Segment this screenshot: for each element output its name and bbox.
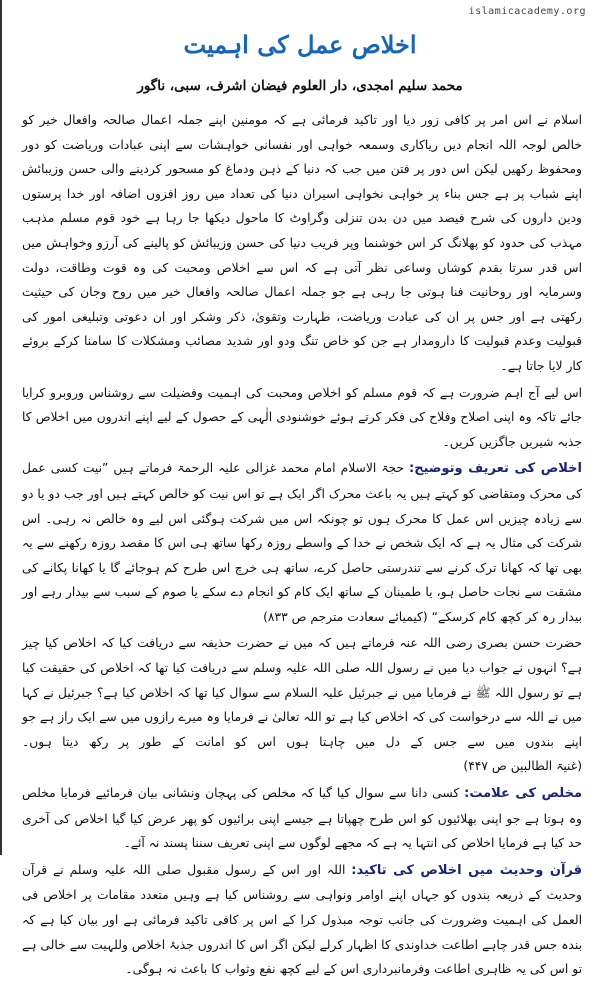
paragraph-quran-hadith: قرآن وحدیث میں اخلاص کی تاکید: اللہ اور اس کے رسول مقبول صلی اللہ علیہ وسلم نے قرآن وحدیث کے ذریعہ بندوں کو جہاں اپنے اوامر ونواہی سے روشناس کیا ہے وہیں متعدد مقامات پر اخلاص فی العمل کی اہمیت وضرورت کی جانب توجہ مبذول کرا کے اس پر کافی تاکید فرمائی ہے اور بیان کیا ہے کہ بندہ جس قدر چاہے اطاعت خداوندی کا اظہار کرلے لیکن اگر اس کا اندروں جذبۂ اخلاص وللہیت سے خالی ہے تو اس کی یہ ظاہری اطاعت وفرمانبرداری اس کے لیے کچھ نفع وثواب کا باعث نہ ہوگی۔ (22, 862, 582, 977)
paragraph-need: اس لیے آج اہم ضرورت ہے کہ قوم مسلم کو اخلاص ومحبت کی اہمیت وفضیلت سے روشناس وروبرو کرایا جائے تاکہ وہ اپنی اصلاح وفلاح کی فکر کرتے ہوئے خوشنودی الٰہی کے حصول کے لیے اپنے اندروں میں اخلاص کا جذبہ شیریں جاگزیں کریں۔ (22, 385, 582, 449)
article-body (22, 108, 582, 984)
reference-kimiya: (کیمیائے سعادت مترجم ص ۸۳۳) (263, 609, 428, 624)
page-border (0, 0, 16, 855)
reference-ghunya: (غنیۃ الطالبین ص ۴۴۷) (463, 759, 582, 774)
article-author: محمد سلیم امجدی، دار العلوم فیضان اشرف، سبی، ناگور (137, 78, 463, 94)
paragraph-definition: اخلاص کی تعریف وتوضیح: حجۃ الاسلام امام محمد غزالی علیہ الرحمۃ فرماتے ہیں ”نیت کسی عمل کی محرک ومتقاضی کو کہتے ہیں یہ باعث محرک اگر ایک ہے تو اس نیت کو خالص کہتے ہیں اور جب دو یا دو سے زیادہ چیزیں اس عمل کا محرک ہوں تو چونکہ اس میں شرکت ہوگئی اس لیے وہ خالص نہ رہی۔ اس شرکت کی مثال یہ ہے کہ ایک شخص نے خدا کے واسطے روزہ رکھا ساتھ ہی اس کا مقصد روزہ رکھنے سے یہ بھی تھا کہ کھانا ترک کرنے سے تندرستی حاصل کرے، ساتھ ہی خرچ اس طرح کم ہوجائے گا یا کھانا پکانے کی مشقت سے نجات حاصل ہو، یا طمینان کے ساتھ ایک کام کو انجام دے سکے یا صوم کے سبب سے بیدار رہے اور بیدار رہ کر کچھ کام کرسکے“ (کیمیائے سعادت مترجم ص ۸۳۳) (22, 461, 582, 624)
article-title: اخلاص عمل کی اہمیت (183, 30, 417, 59)
section-heading-definition: اخلاص کی تعریف وتوضیح: (409, 461, 582, 477)
paragraph-hadith: حضرت حسن بصری رضی اللہ عنہ فرماتے ہیں کہ میں نے حضرت حذیفہ سے دریافت کیا کہ اخلاص کیا چیز ہے؟ انہوں نے جواب دیا میں نے رسول اللہ صلی اللہ علیہ وسلم سے دریافت کیا تھا کہ اخلاص کی حقیقت کیا ہے تو رسول اللہ ﷺ نے فرمایا میں نے جبرئیل علیہ السلام سے سوال کیا تھا کہ اخلاص کیا ہے؟ جبرئیل نے کہا میں نے اللہ سے درخواست کی کہ اخلاص کیا ہے تو اللہ تعالیٰ نے فرمایا وہ میرے رازوں میں سے ایک راز ہے جو اپنے بندوں میں سے جس کے دل میں چاہتا ہوں اس کو امانت کے طور پر رکھ دیتا ہوں۔ (غنیۃ الطالبین ص ۴۴۷) (22, 636, 582, 774)
site-watermark: islamicacademy.org (468, 6, 586, 17)
section-heading-quran: قرآن وحدیث میں اخلاص کی تاکید: (351, 862, 582, 878)
section-heading-sign: مخلص کی علامت: (464, 786, 583, 802)
paragraph-intro: اسلام نے اس امر پر کافی زور دیا اور تاکید فرمائی ہے کہ مومنین اپنے جملہ اعمال صالحہ وافعال خیر کو خالص لوجہ اللہ انجام دیں ریاکاری وسمعہ خواہی اور نفسانی خواہشات سے اپنی عبادات وریاضت کو دور ومحفوظ رکھیں لیکن اس دور پر فتن میں جب کہ دنیا کے ذہن ودماغ کو مسحور کردینے والی حسن وزیبائش اپنے شباب پر ہے جس بناء پر خواہی نخواہی اسیران دنیا کی تعداد میں روز افزوں اضافہ اور خدا پرستوں ودین داروں کی شرح فیصد میں دن بدن تنزلی وگراوٹ کا ماحول دیکھا جا رہا ہے خود قوم مسلم مذہب مہذب کی حدود کو پھلانگ کر اس خوشنما وپر فریب دنیا کی حسن وزیبائش کو پالینے کی آرزو وخواہش میں اس قدر سرتا بقدم کوشاں وساعی نظر آتی ہے کہ اس سے اخلاص ومحبت کی وہ قوت وطاقت، دولت وسرمایہ اور روحانیت فنا ہوتی جا رہی ہے جو جملہ اعمال صالحہ وافعال خیر میں روح وجان کی حیثیت رکھتی ہے اور جس پر ان کی عبادت وریاضت، طہارت وتقویٰ، ذکر وشکر اور ان دعوتی وتبلیغی امور کی قبولیت وعدم قبولیت کا دارومدار ہے جن کو خاص تنگ ودو اور شدید مصائب ومشکلات کا سامنا کرکے بروئے کار لایا جاتا ہے۔ (22, 113, 582, 373)
paragraph-sign: مخلص کی علامت: کسی دانا سے سوال کیا گیا کہ مخلص کی پہچان ونشانی بیان فرمائیے فرمایا مخلص وہ ہوتا ہے جو اپنی بھلائیوں کو اس طرح چھپاتا ہے جیسے اپنی برائیوں کو پھر عرض کیا گیا اخلاص کی آخری حد کیا ہے فرمایا اخلاص کی انتہا یہ ہے کہ مجھے لوگوں سے اپنی تعریف سننا پسند نہ آئے۔ (22, 786, 583, 851)
